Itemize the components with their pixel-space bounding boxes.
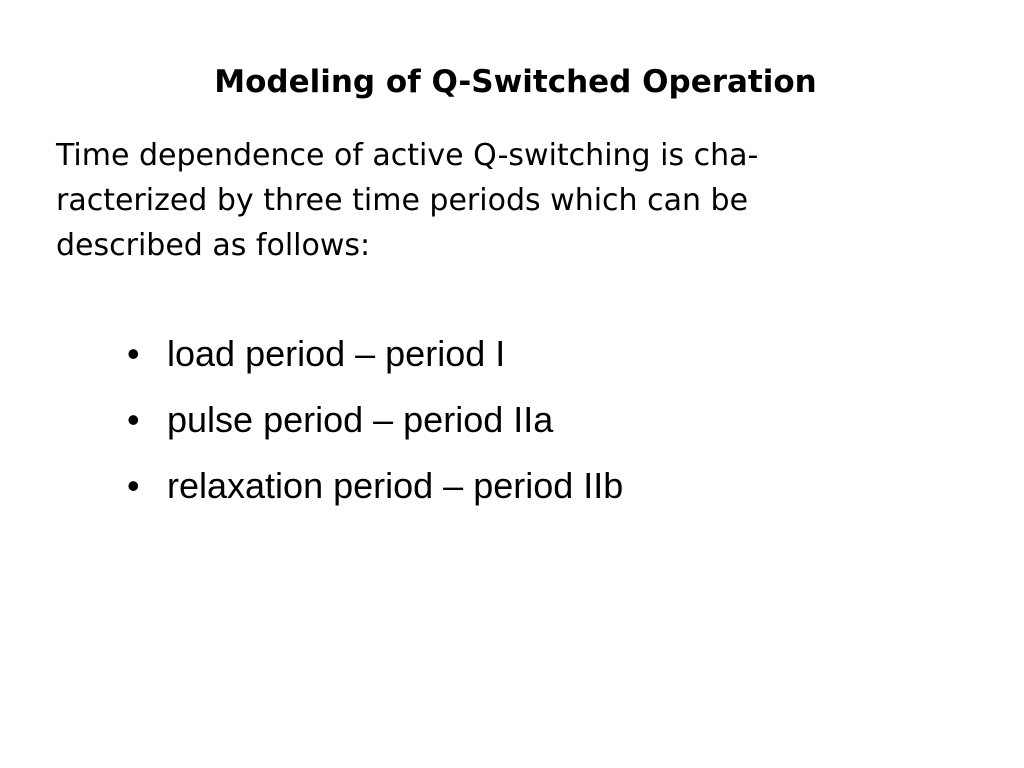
list-item-text: load period – period I: [167, 333, 506, 374]
list-item-pulse-period: [127, 387, 623, 453]
intro-paragraph: [56, 133, 956, 268]
bullet-icon: •: [127, 333, 140, 374]
bullet-icon: •: [127, 399, 140, 440]
slide-title: Modeling of Q-Switched Operation: [214, 64, 817, 100]
period-list: [127, 321, 623, 519]
list-item-text: relaxation period – period IIb: [167, 465, 624, 506]
intro-line: described as follows:: [56, 228, 371, 263]
intro-line: Time dependence of active Q-switching is cha-: [56, 138, 759, 173]
list-item-load-period: [127, 321, 623, 387]
intro-line: racterized by three time periods which can be: [56, 183, 749, 218]
list-item-text: pulse period – period IIa: [167, 399, 554, 440]
bullet-icon: •: [127, 465, 140, 506]
list-item-relaxation-period: [127, 453, 623, 519]
